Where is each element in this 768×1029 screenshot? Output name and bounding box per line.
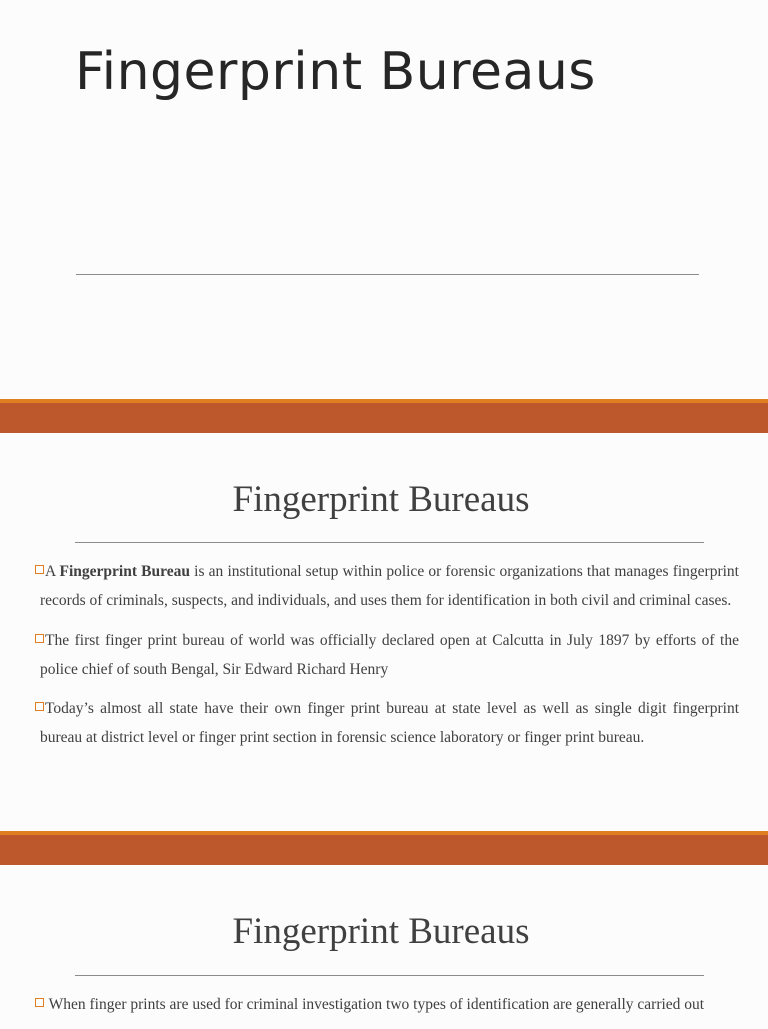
slide-separator-band xyxy=(0,399,768,433)
bullet-list xyxy=(40,557,739,763)
bullet-text: The first finger print bureau of world was officially declared open at Calcutta in July 1897 by efforts of the police chief of south Bengal, Sir Edward Richard Henry xyxy=(40,631,739,678)
bullet-text: Today’s almost all state have their own finger print bureau at state level as well as single digit fingerprint bureau at district level or finger print section in forensic science laboratory or finger print bureau. xyxy=(40,700,739,747)
bullet-item xyxy=(40,626,739,685)
slide-heading: Fingerprint Bureaus xyxy=(232,479,530,520)
slide-heading: Fingerprint Bureaus xyxy=(232,911,530,952)
square-bullet-icon xyxy=(35,702,44,711)
content-slide-1 xyxy=(0,433,768,832)
title-slide xyxy=(0,0,768,400)
bullet-item xyxy=(40,694,739,753)
bullet-item xyxy=(40,557,739,616)
bullet-list xyxy=(40,990,739,1029)
bullet-prefix: A xyxy=(45,563,60,580)
title-slide-title: Fingerprint Bureaus xyxy=(75,42,596,102)
bullet-bold-term: Fingerprint Bureau xyxy=(59,563,190,580)
square-bullet-icon xyxy=(35,998,44,1007)
square-bullet-icon xyxy=(35,634,44,643)
separator-accent-line xyxy=(0,399,768,403)
content-slide-2 xyxy=(0,865,768,1024)
bullet-text: When finger prints are used for criminal investigation two types of identification are generally carried out xyxy=(45,996,705,1013)
slide-separator-band xyxy=(0,831,768,865)
separator-accent-line xyxy=(0,831,768,835)
title-divider xyxy=(76,274,699,275)
bullet-item xyxy=(40,990,739,1019)
heading-divider xyxy=(75,975,704,976)
bullet-text: is an institutional setup within police or forensic organizations that manages fingerprint records of criminals, suspects, and individuals, and uses them for identification in both civil and criminal cases. xyxy=(40,563,739,610)
square-bullet-icon xyxy=(35,565,44,574)
heading-divider xyxy=(75,542,704,543)
